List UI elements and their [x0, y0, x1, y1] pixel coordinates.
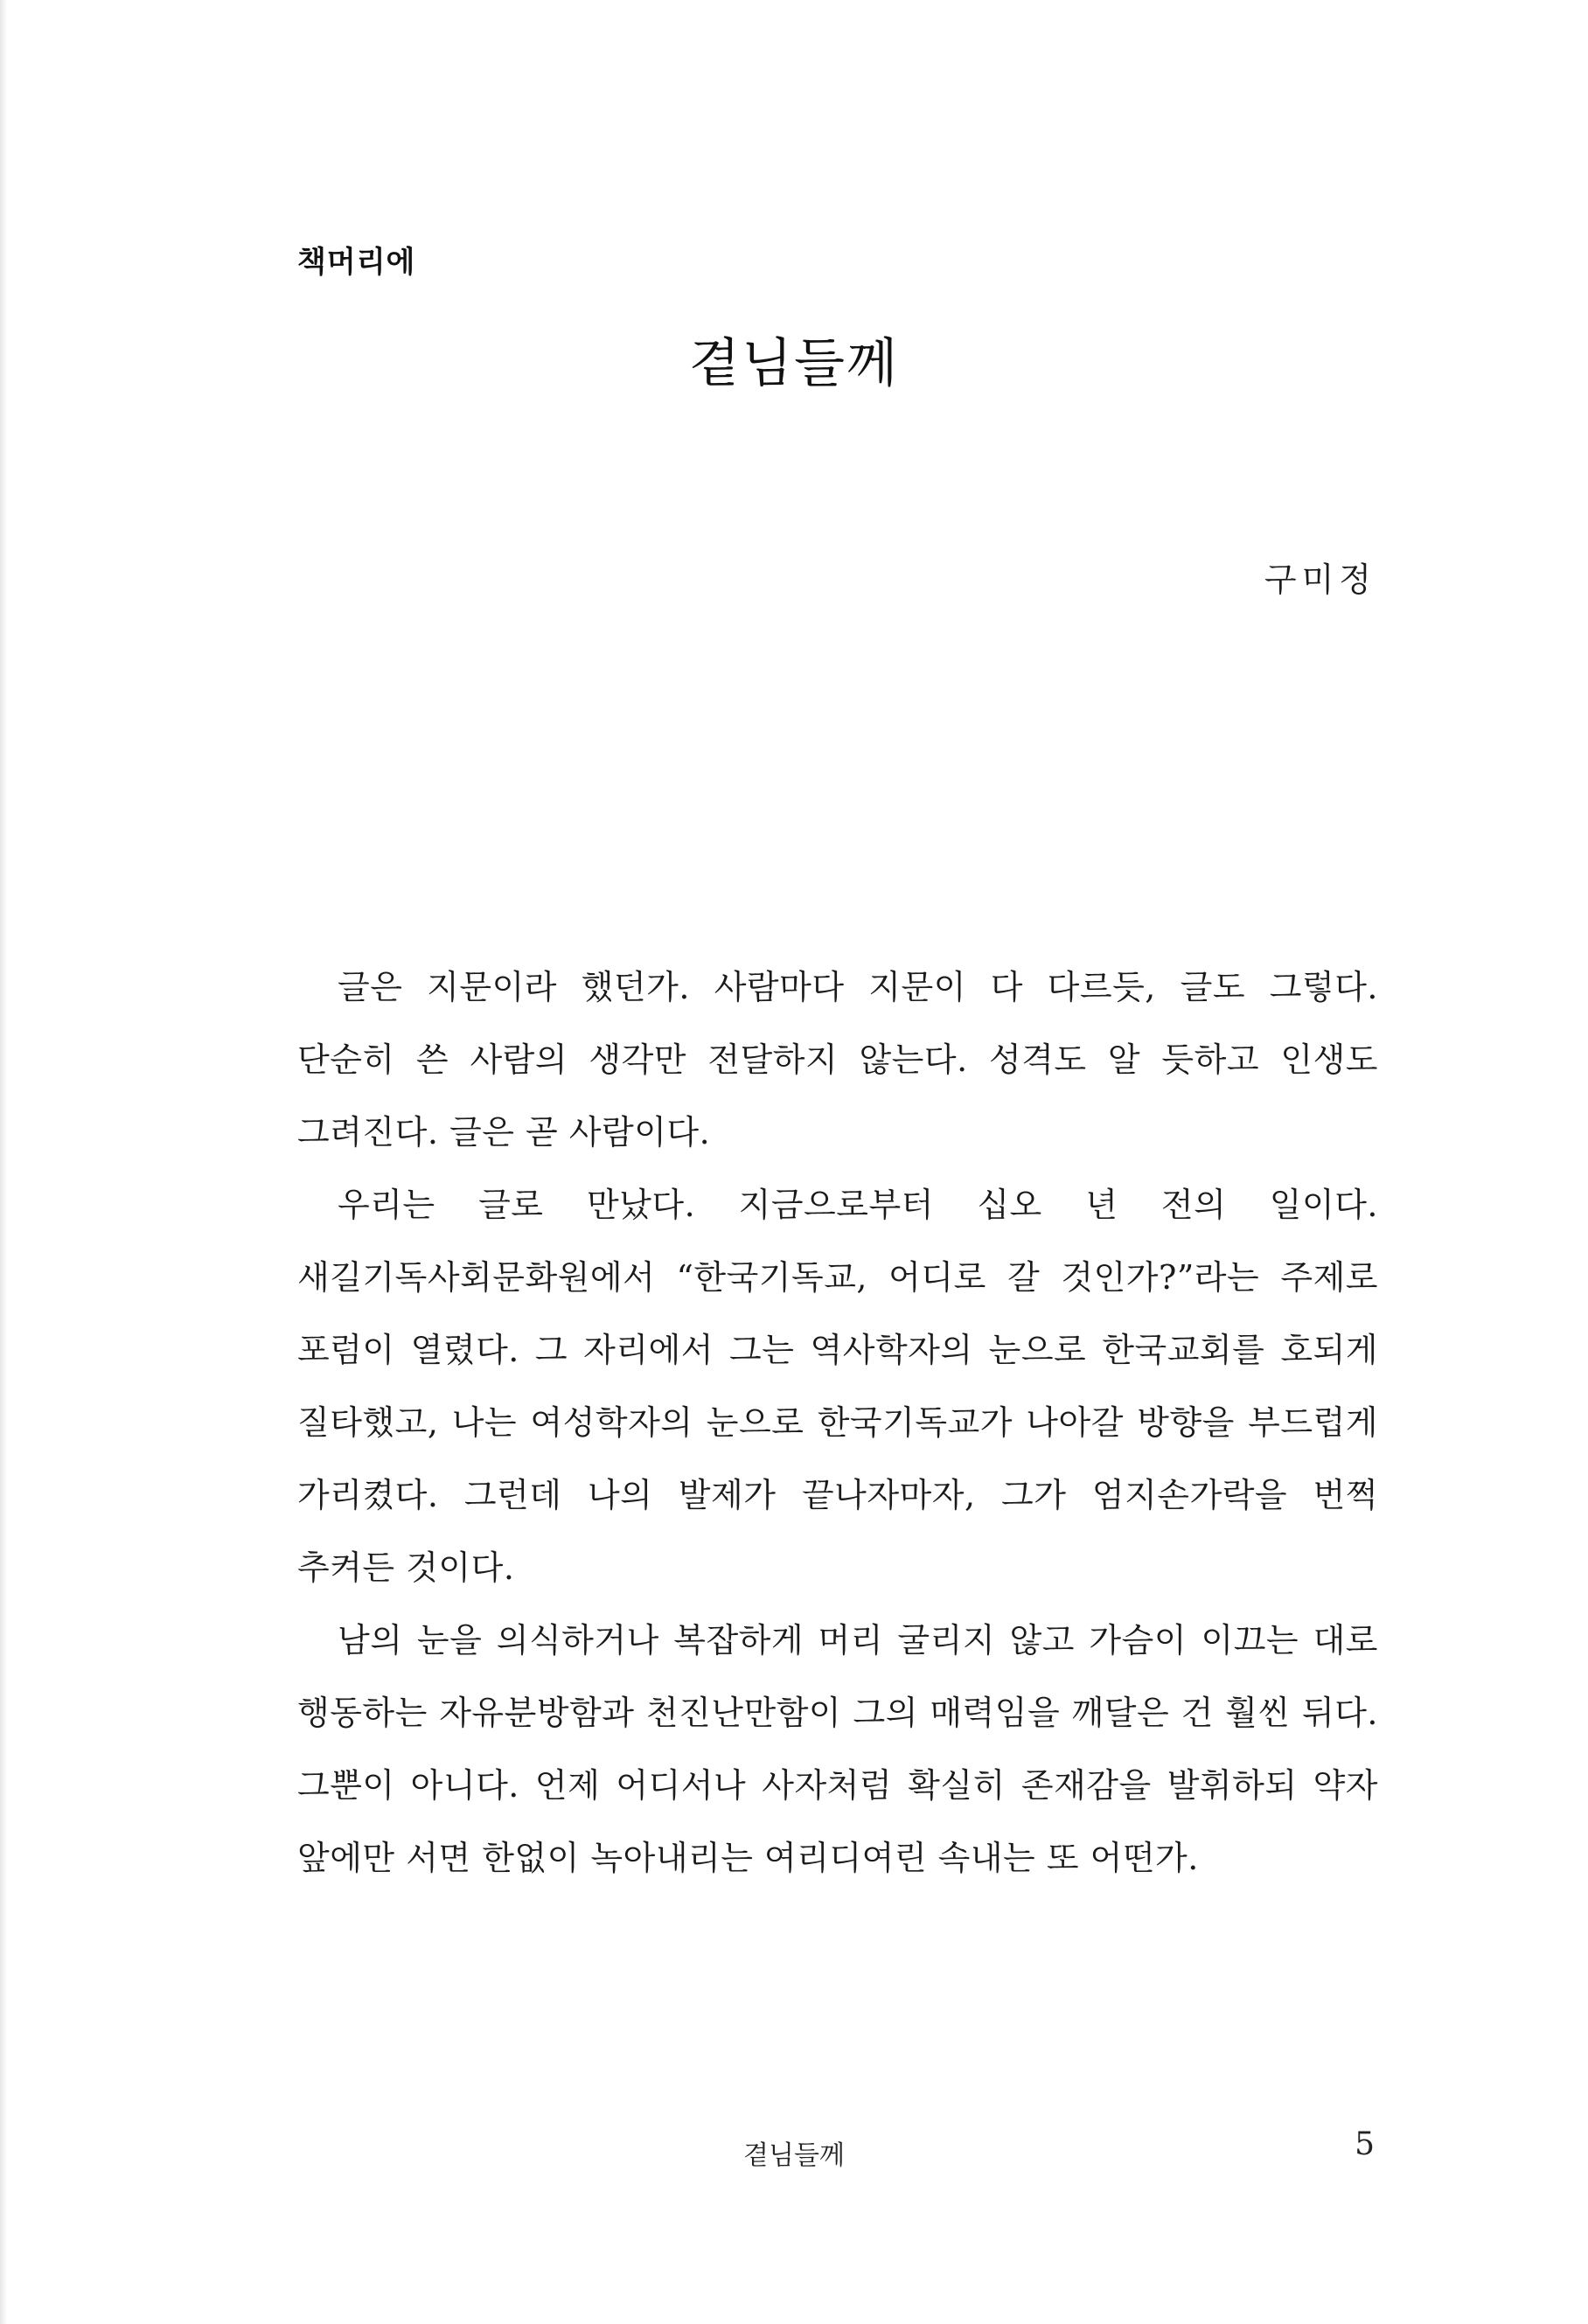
author-name: 구미정 — [1264, 560, 1376, 599]
page-number: 5 — [1355, 2126, 1375, 2162]
paragraph-2: 우리는 글로 만났다. 지금으로부터 십오 년 전의 일이다. 새길기독사회문화원에서 “한국기독교, 어디로 갈 것인가?”라는 주제로 포럼이 열렸다. 그 자리에서 그는 역사학자의 눈으로 한국교회를 호되게 질타했고, 나는 여성학자의 눈으로 한국기독교가 나아갈 방향을 부드럽게 가리켰다. 그런데 나의 발제가 끝나자마자, 그가 엄지손가락을 번쩍 추켜든 것이다. — [297, 1186, 1378, 1587]
section-label: 책머리에 — [297, 245, 416, 280]
paragraph-3: 남의 눈을 의식하거나 복잡하게 머리 굴리지 않고 가슴이 이끄는 대로 행동하는 자유분방함과 천진난만함이 그의 매력임을 깨달은 건 훨씬 뒤다. 그뿐이 아니다. 언제 어디서나 사자처럼 확실히 존재감을 발휘하되 약자 앞에만 서면 한없이 녹아내리는 여리디여린 속내는 또 어떤가. — [297, 1621, 1378, 1877]
body-text — [297, 951, 1378, 1895]
running-title: 곁님들께 — [743, 2140, 845, 2171]
page-title: 곁님들께 — [689, 333, 899, 394]
paragraph-1: 글은 지문이라 했던가. 사람마다 지문이 다 다르듯, 글도 그렇다. 단순히 쓴 사람의 생각만 전달하지 않는다. 성격도 알 듯하고 인생도 그려진다. 글은 곧 사람이다. — [297, 968, 1378, 1152]
